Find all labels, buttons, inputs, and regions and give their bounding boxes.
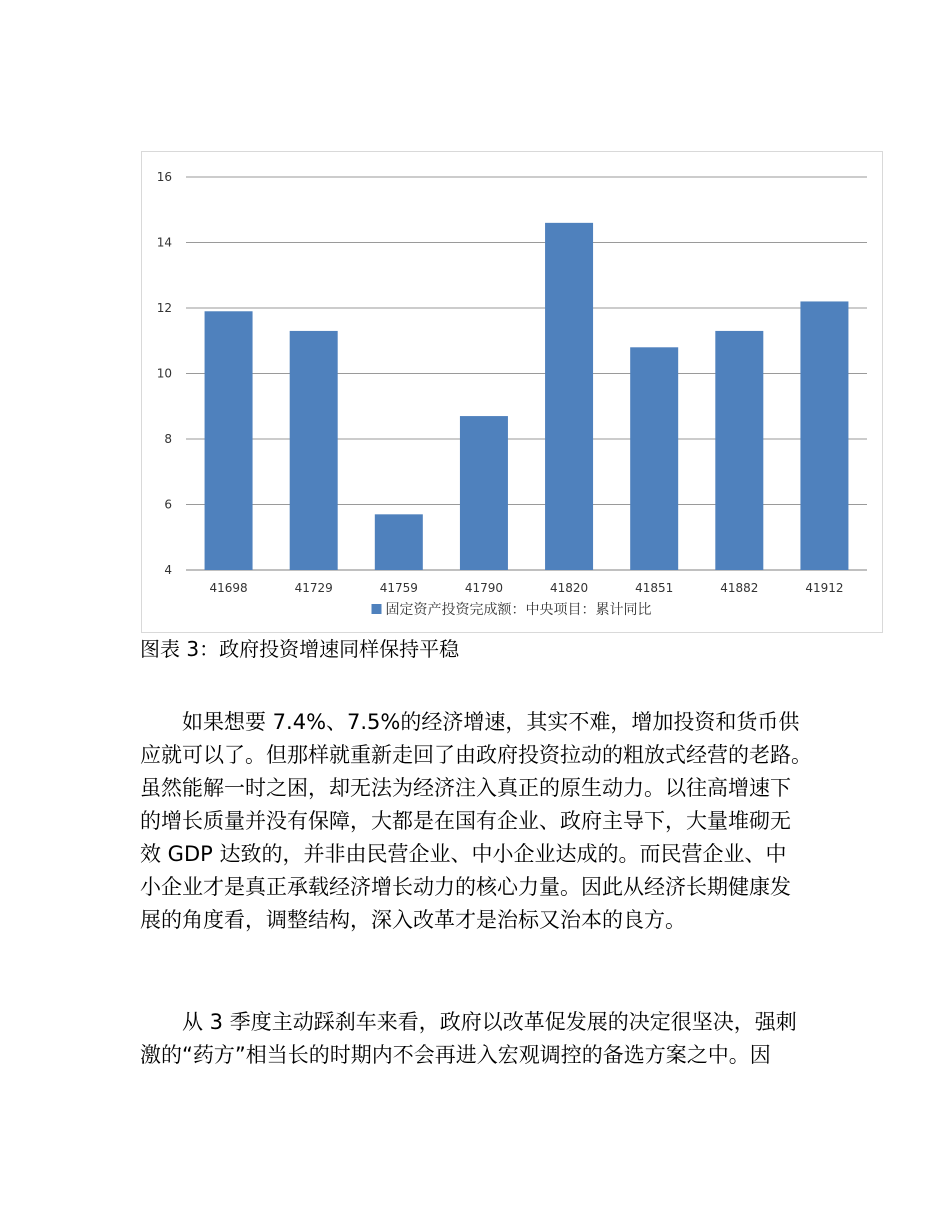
bar [460,416,508,570]
chart-container [141,151,883,633]
x-tick-label: 41729 [294,581,333,595]
y-tick-label: 16 [156,170,172,184]
y-tick-label: 14 [156,235,172,250]
x-tick-label: 41820 [549,581,589,595]
bar [545,223,593,570]
y-tick-label: 8 [164,432,172,446]
bar [715,331,763,570]
x-tick-label: 41912 [805,581,844,595]
bar [290,331,338,570]
bar [800,301,848,570]
bar [375,514,423,570]
x-tick-label: 41790 [464,581,504,595]
body-paragraph-1: 如果想要 7.4%、7.5%的经济增速，其实不难，增加投资和货币供 应就可以了。但那样就重新走回了由政府投资拉动的粗放式经营的老路。 虽然能解一时之困，却无法为经济注入真正的原生动力。以往高增速下 的增长质量并没有保障，大都是在国有企业、政府主导下，大量堆砌无 效 GDP 达致的，并非由民营企业、中小企业达成的。而民营企业、中 小企业才是真正承载经济增长动力的核心力量。因此从经济长期健康发 展的角度看，调整结构，深入改革才是治标又治本的良方。 [140,710,812,932]
y-tick-label: 10 [156,366,172,381]
legend-label: 固定资产投资完成额：中央项目：累计同比 [385,602,652,618]
y-tick-label: 6 [164,497,172,512]
bar-chart [142,152,884,634]
figure-caption: 图表 3：政府投资增速同样保持平稳 [140,637,460,661]
bar [630,347,678,570]
body-paragraph-2: 从 3 季度主动踩刹车来看，政府以改革促发展的决定很坚决，强刺 激的“药方”相当长的时期内不会再进入宏观调控的备选方案之中。因 [140,1010,797,1067]
y-tick-label: 12 [156,301,172,315]
x-tick-label: 41882 [720,581,759,595]
x-tick-label: 41851 [635,581,674,595]
x-tick-label: 41759 [379,581,418,595]
x-tick-label: 41698 [209,581,248,595]
bar [205,311,253,570]
legend-swatch [372,604,382,614]
y-tick-label: 4 [164,563,172,577]
